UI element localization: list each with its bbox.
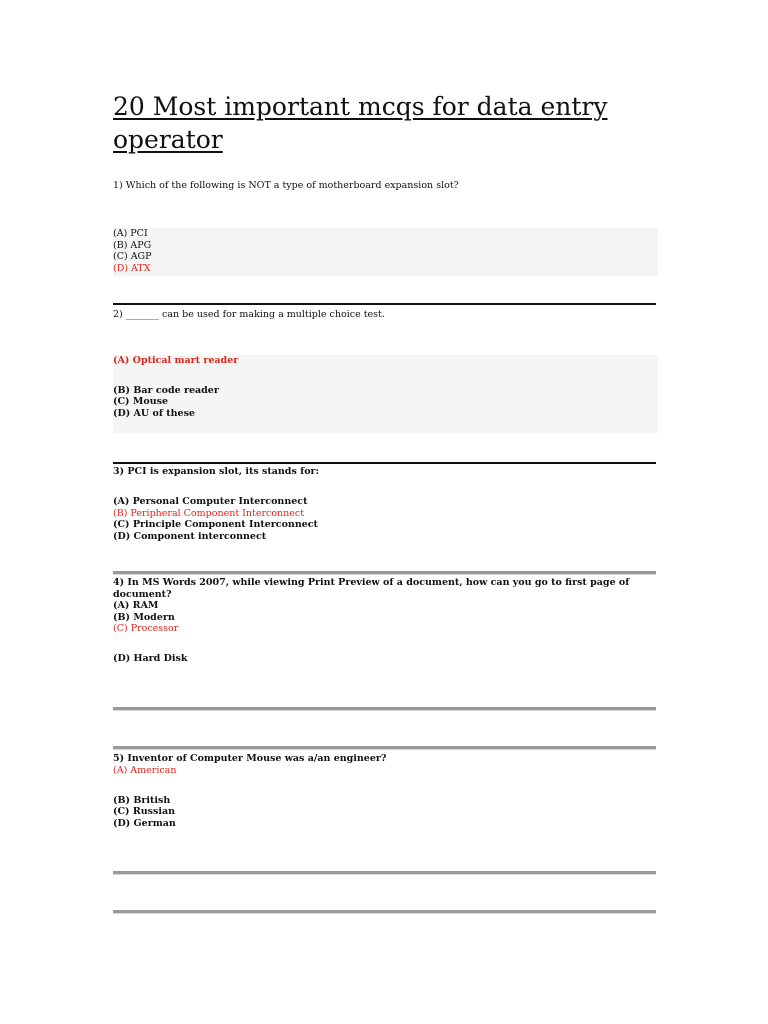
- option-2c: (C) Mouse: [113, 396, 169, 408]
- option-2b: (B) Bar code reader: [113, 384, 219, 396]
- page-title: 20 Most important mcqs for data entry operator: [113, 92, 608, 154]
- question-2-options: [113, 355, 658, 433]
- option-3b-correct: (B) Peripheral Component Interconnect: [113, 507, 305, 519]
- option-3c: (C) Principle Component Interconnect: [113, 519, 318, 531]
- option-4a: (A) RAM: [113, 600, 159, 611]
- option-1b: (B) APG: [113, 239, 152, 251]
- question-1-options: [113, 228, 658, 276]
- option-5c: (C) Russian: [113, 806, 176, 818]
- divider: [113, 462, 656, 464]
- option-4d: (D) Hard Disk: [113, 653, 188, 665]
- option-4c-correct: (C) Processor: [113, 623, 179, 635]
- option-5a-correct: (A) American: [113, 765, 177, 776]
- question-3-options: [113, 496, 658, 543]
- question-5-text: 5) Inventor of Computer Mouse was a/an engineer?: [113, 753, 387, 764]
- option-3d: (D) Component interconnect: [113, 531, 267, 543]
- divider: [113, 707, 656, 710]
- question-2-text: 2) _______ can be used for making a multiple choice test.: [113, 309, 385, 320]
- option-5b: (B) British: [113, 794, 171, 806]
- question-4-text: 4) In MS Words 2007, while viewing Print Preview of a document, how can you go to first page of document?: [113, 577, 630, 600]
- option-2d: (D) AU of these: [113, 408, 195, 420]
- option-1d-correct: (D) ATX: [113, 263, 151, 275]
- divider: [113, 303, 656, 305]
- option-4b: (B) Modern: [113, 611, 175, 623]
- divider: [113, 746, 656, 749]
- option-1c: (C) AGP: [113, 251, 152, 263]
- question-4-options: [113, 600, 658, 665]
- divider: [113, 571, 656, 574]
- option-5d: (D) German: [113, 818, 176, 830]
- option-2a-correct: (A) Optical mart reader: [113, 355, 239, 366]
- divider: [113, 910, 656, 913]
- question-5-options: [113, 765, 658, 830]
- option-1a: (A) PCI: [113, 228, 148, 239]
- divider: [113, 871, 656, 874]
- option-3a: (A) Personal Computer Interconnect: [113, 496, 308, 507]
- question-1-text: 1) Which of the following is NOT a type of motherboard expansion slot?: [113, 180, 459, 191]
- question-3-text: 3) PCI is expansion slot, its stands for:: [113, 466, 320, 477]
